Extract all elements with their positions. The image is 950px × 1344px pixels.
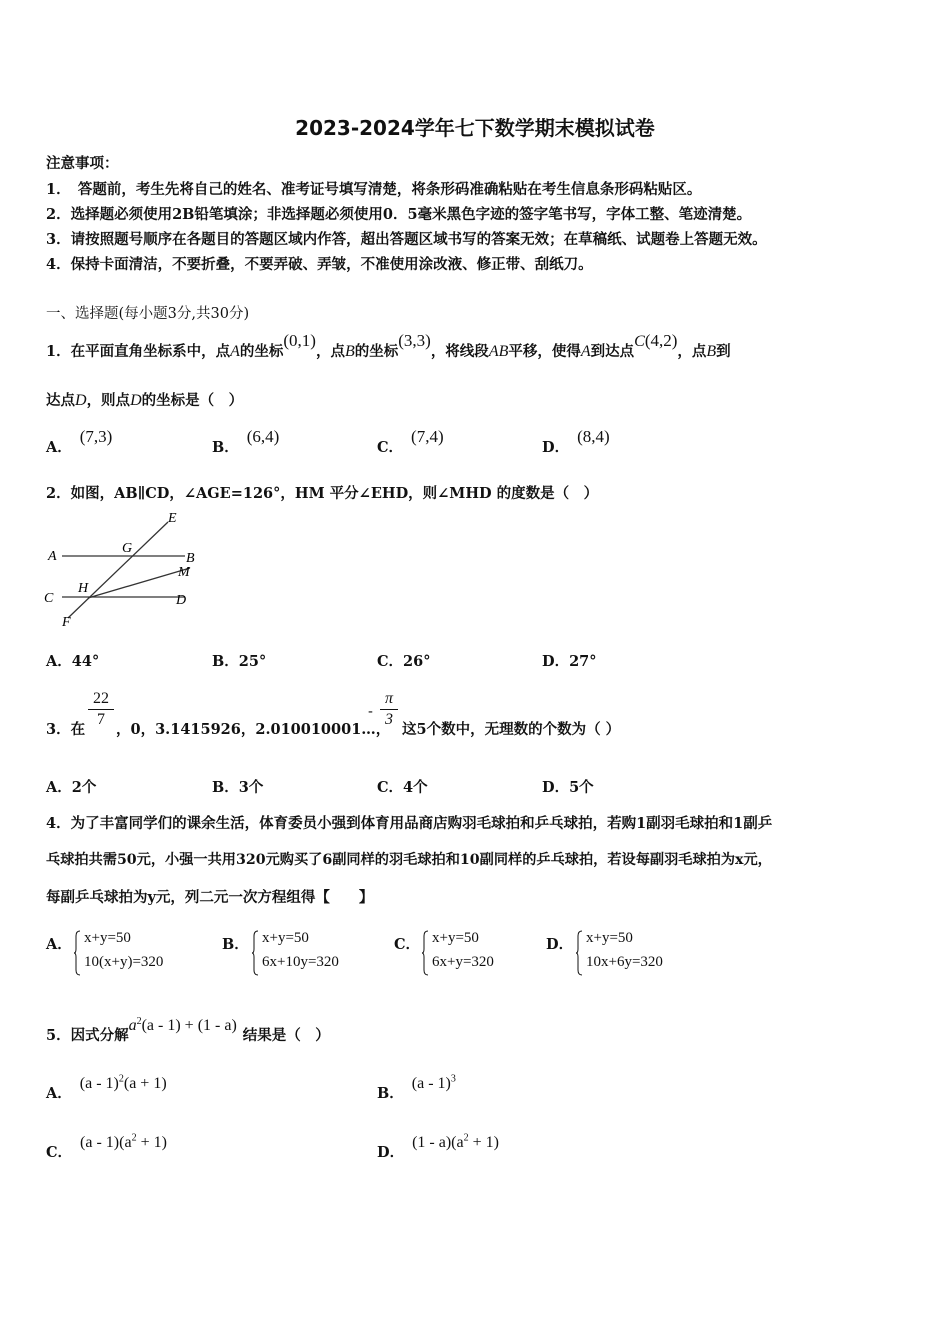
q3-option-a[interactable]: A．2个 <box>46 779 97 796</box>
question-4-line-3: 每副乒乓球拍为y元，列二元一次方程组得【 】 <box>46 889 374 906</box>
q5-option-b[interactable]: B．(a - 1)$^3$ <box>377 1073 456 1102</box>
question-4-line-1: 4．为了丰富同学们的课余生活，体育委员小强到体育用品商店购羽毛球拍和乒乓球拍，若购1副羽毛球拍和1副乒 <box>46 815 773 832</box>
question-1-line-1: 1．在平面直角坐标系中，点A的坐标(0,1)，点B的坐标(3,3)，将线段AB平移，使得A到达点C(4,2)，点B到 <box>46 331 731 360</box>
geometry-figure <box>40 510 210 630</box>
label-c: C <box>44 591 54 606</box>
minus-sign: - <box>368 704 373 720</box>
label-g: G <box>122 541 133 556</box>
fraction-pi-3: π 3 <box>380 690 398 729</box>
q5-option-a[interactable]: A．(a - 1)$^2$(a + 1) <box>46 1073 167 1102</box>
q1-option-c[interactable]: C．(7,4) <box>377 427 444 456</box>
q2-option-d[interactable]: D．27° <box>542 653 597 670</box>
question-4-line-2: 乓球拍共需50元，小强一共用320元购买了6副同样的羽毛球拍和10副同样的乒乓球拍，若设每副羽毛球拍为x元， <box>46 852 772 868</box>
notice-item: 2．选择题必须使用2B铅笔填涂；非选择题必须使用0．5毫米黑色字迹的签字笔书写，字体工整、笔迹清楚。 <box>46 206 752 223</box>
q4-option-b-label[interactable]: B． <box>222 936 249 953</box>
label-f: F <box>62 615 71 630</box>
question-2-text: 2．如图，AB∥CD，∠AGE=126°，HM 平分∠EHD，则∠MHD 的度数是（ ） <box>46 485 599 502</box>
q1-option-d[interactable]: D．(8,4) <box>542 427 610 456</box>
label-a: A <box>48 549 57 564</box>
notice-item: 4．保持卡面清洁，不要折叠，不要弄破、弄皱，不准使用涂改液、修正带、刮纸刀。 <box>46 256 593 273</box>
q2-option-b[interactable]: B．25° <box>212 653 267 670</box>
question-3-suffix: 这5个数中，无理数的个数为（ ） <box>402 721 621 738</box>
q5-option-c[interactable]: C．$(a - 1)(a^2 + 1)$ <box>46 1132 167 1161</box>
ray-hm <box>88 568 190 598</box>
q1-option-b[interactable]: B．(6,4) <box>212 427 280 456</box>
question-5-text: 5．因式分解$a^2(a - 1) + (1 - a)$结果是（ ） <box>46 1016 330 1044</box>
label-b: B <box>186 551 195 566</box>
section-heading: 一、选择题(每小题3分,共30分) <box>46 306 250 322</box>
q5-option-d[interactable]: D．$(1 - a)(a^2 + 1)$ <box>377 1132 499 1161</box>
question-3-middle: ，0，3.1415926，2.010010001…， <box>116 721 391 738</box>
q4-option-d-label[interactable]: D． <box>546 936 574 953</box>
question-3-prefix: 3．在 <box>46 721 86 738</box>
label-m: M <box>178 565 190 580</box>
line-ef <box>68 522 168 618</box>
label-d: D <box>176 593 187 608</box>
q2-option-a[interactable]: A．44° <box>46 653 100 670</box>
q2-option-c[interactable]: C．26° <box>377 653 431 670</box>
q3-option-b[interactable]: B．3个 <box>212 779 264 796</box>
q3-option-d[interactable]: D．5个 <box>542 779 594 796</box>
label-h: H <box>78 581 89 596</box>
q3-option-c[interactable]: C．4个 <box>377 779 428 796</box>
q4-option-c-label[interactable]: C． <box>394 936 421 953</box>
label-e: E <box>168 511 177 526</box>
page-title: 2023-2024学年七下数学期末模拟试卷 <box>295 116 655 140</box>
notice-heading: 注意事项： <box>46 155 119 172</box>
notice-item: 1． 答题前，考生先将自己的姓名、准考证号填写清楚，将条形码准确粘贴在考生信息条形码粘贴区。 <box>46 181 702 198</box>
notice-item: 3．请按照题号顺序在各题目的答题区域内作答，超出答题区域书写的答案无效；在草稿纸、试题卷上答题无效。 <box>46 231 767 248</box>
q4-option-a-label[interactable]: A． <box>46 936 72 953</box>
fraction-22-7: 22 7 <box>88 690 114 729</box>
question-1-line-2: 达点D，则点D的坐标是（ ） <box>46 392 244 409</box>
q1-option-a[interactable]: A．(7,3) <box>46 427 113 456</box>
